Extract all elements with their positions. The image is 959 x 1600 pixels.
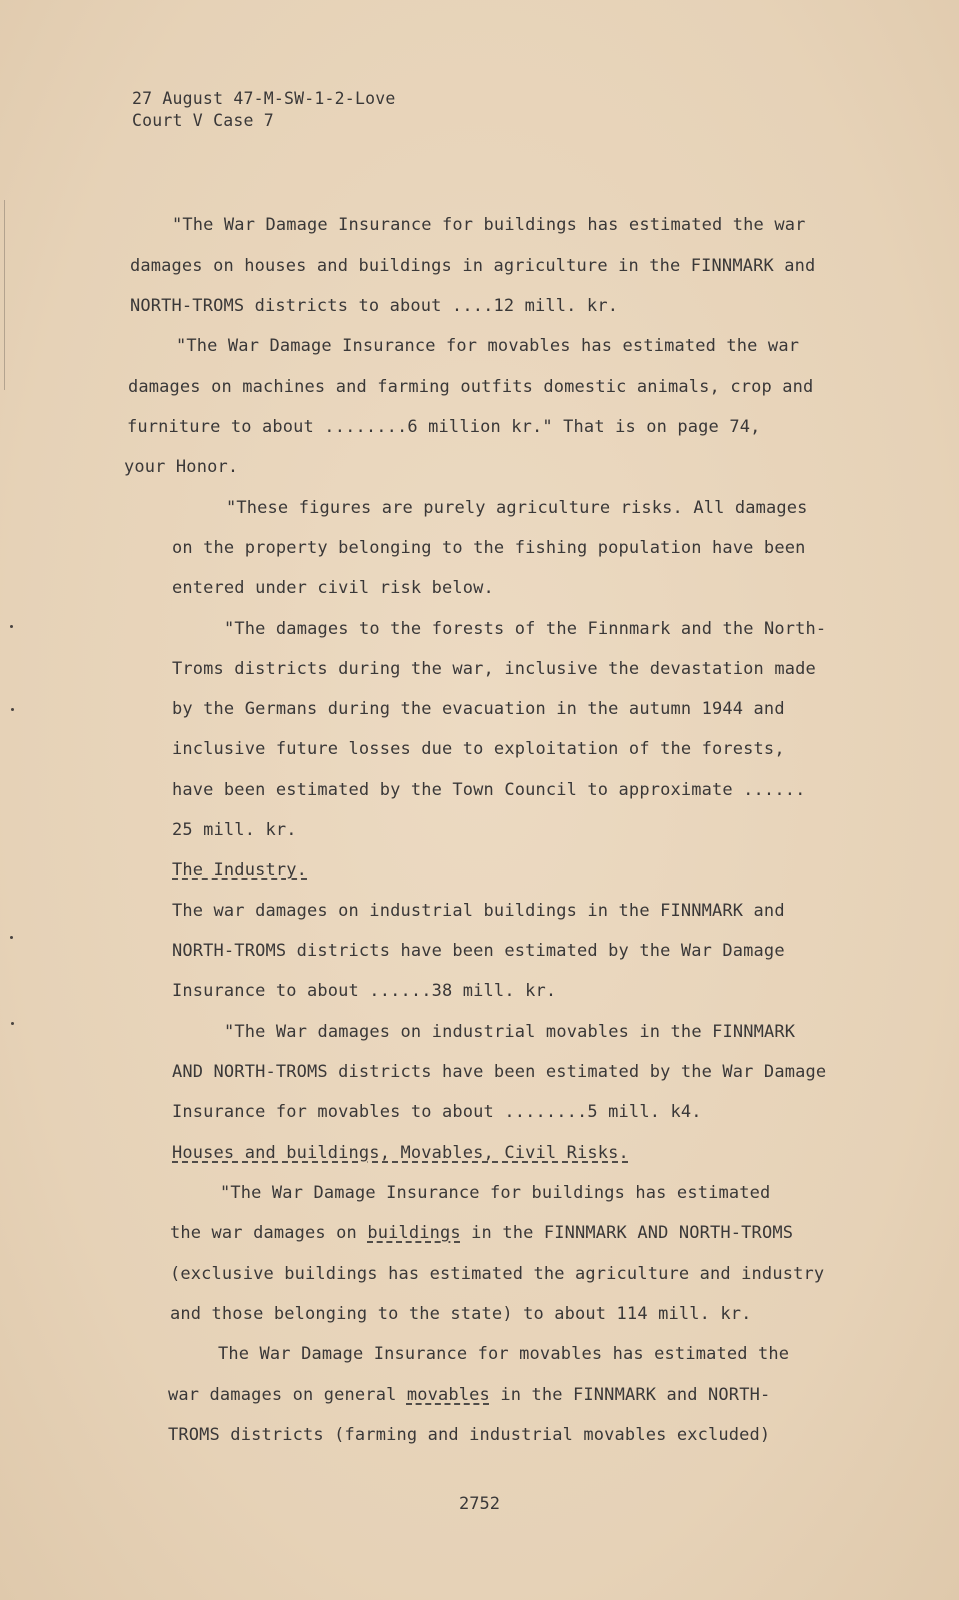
body-line: NORTH-TROMS districts have been estimated by the War Damage	[172, 941, 785, 961]
section-heading-industry: The Industry.	[172, 860, 308, 880]
body-line: TROMS districts (farming and industrial movables excluded)	[168, 1425, 771, 1445]
body-line: AND NORTH-TROMS districts have been estimated by the War Damage	[172, 1062, 827, 1082]
header-date-reference: 27 August 47-M-SW-1-2-Love	[132, 89, 396, 108]
margin-dot	[10, 936, 13, 939]
document-header	[132, 88, 395, 132]
body-line: entered under civil risk below.	[172, 578, 494, 598]
body-line: NORTH-TROMS districts to about ....12 mill. kr.	[130, 296, 619, 316]
underlined-word-buildings: buildings	[367, 1223, 461, 1243]
margin-line-mark	[4, 200, 5, 390]
body-line: Troms districts during the war, inclusive the devastation made	[172, 659, 816, 679]
header-court-case: Court V Case 7	[132, 111, 274, 130]
margin-dot	[11, 708, 14, 711]
body-line: "The damages to the forests of the Finnmark and the North-	[224, 619, 827, 639]
body-line: The war damages on industrial buildings in the FINNMARK and	[172, 901, 785, 921]
body-line: Insurance for movables to about ........5 mill. k4.	[172, 1102, 702, 1122]
body-line	[170, 1223, 793, 1243]
body-line: 25 mill. kr.	[172, 820, 297, 840]
body-text-segment: in the FINNMARK AND NORTH-TROMS	[460, 1223, 794, 1243]
body-line: "The War Damage Insurance for buildings has estimated the war	[172, 215, 806, 235]
body-line: your Honor.	[124, 457, 239, 477]
body-line: furniture to about ........6 million kr." That is on page 74,	[127, 417, 761, 437]
body-line: and those belonging to the state) to about 114 mill. kr.	[170, 1304, 752, 1324]
body-text-segment: in the FINNMARK and NORTH-	[489, 1385, 771, 1405]
section-heading-civil-risks: Houses and buildings, Movables, Civil Risks.	[172, 1143, 629, 1163]
body-line: damages on houses and buildings in agriculture in the FINNMARK and	[130, 256, 816, 276]
body-line: (exclusive buildings has estimated the agriculture and industry	[170, 1264, 825, 1284]
body-line	[168, 1385, 770, 1405]
body-line: have been estimated by the Town Council to approximate ......	[172, 780, 806, 800]
body-line: "The War Damage Insurance for movables has estimated the war	[176, 336, 800, 356]
body-line: "These figures are purely agriculture risks. All damages	[226, 498, 808, 518]
body-line: Insurance to about ......38 mill. kr.	[172, 981, 557, 1001]
body-line: The War Damage Insurance for movables has estimated the	[218, 1344, 790, 1364]
body-line: damages on machines and farming outfits domestic animals, crop and	[128, 377, 814, 397]
body-line: "The War damages on industrial movables in the FINNMARK	[224, 1022, 796, 1042]
body-text-segment: war damages on general	[168, 1385, 407, 1405]
margin-dot	[11, 1022, 14, 1025]
body-line: on the property belonging to the fishing population have been	[172, 538, 806, 558]
body-line: by the Germans during the evacuation in the autumn 1944 and	[172, 699, 785, 719]
body-line: inclusive future losses due to exploitation of the forests,	[172, 739, 785, 759]
underlined-word-movables: movables	[406, 1385, 490, 1405]
page-number: 2752	[459, 1494, 500, 1514]
body-text-segment: the war damages on	[170, 1223, 368, 1243]
body-line: "The War Damage Insurance for buildings has estimated	[220, 1183, 771, 1203]
margin-dot	[10, 625, 13, 628]
